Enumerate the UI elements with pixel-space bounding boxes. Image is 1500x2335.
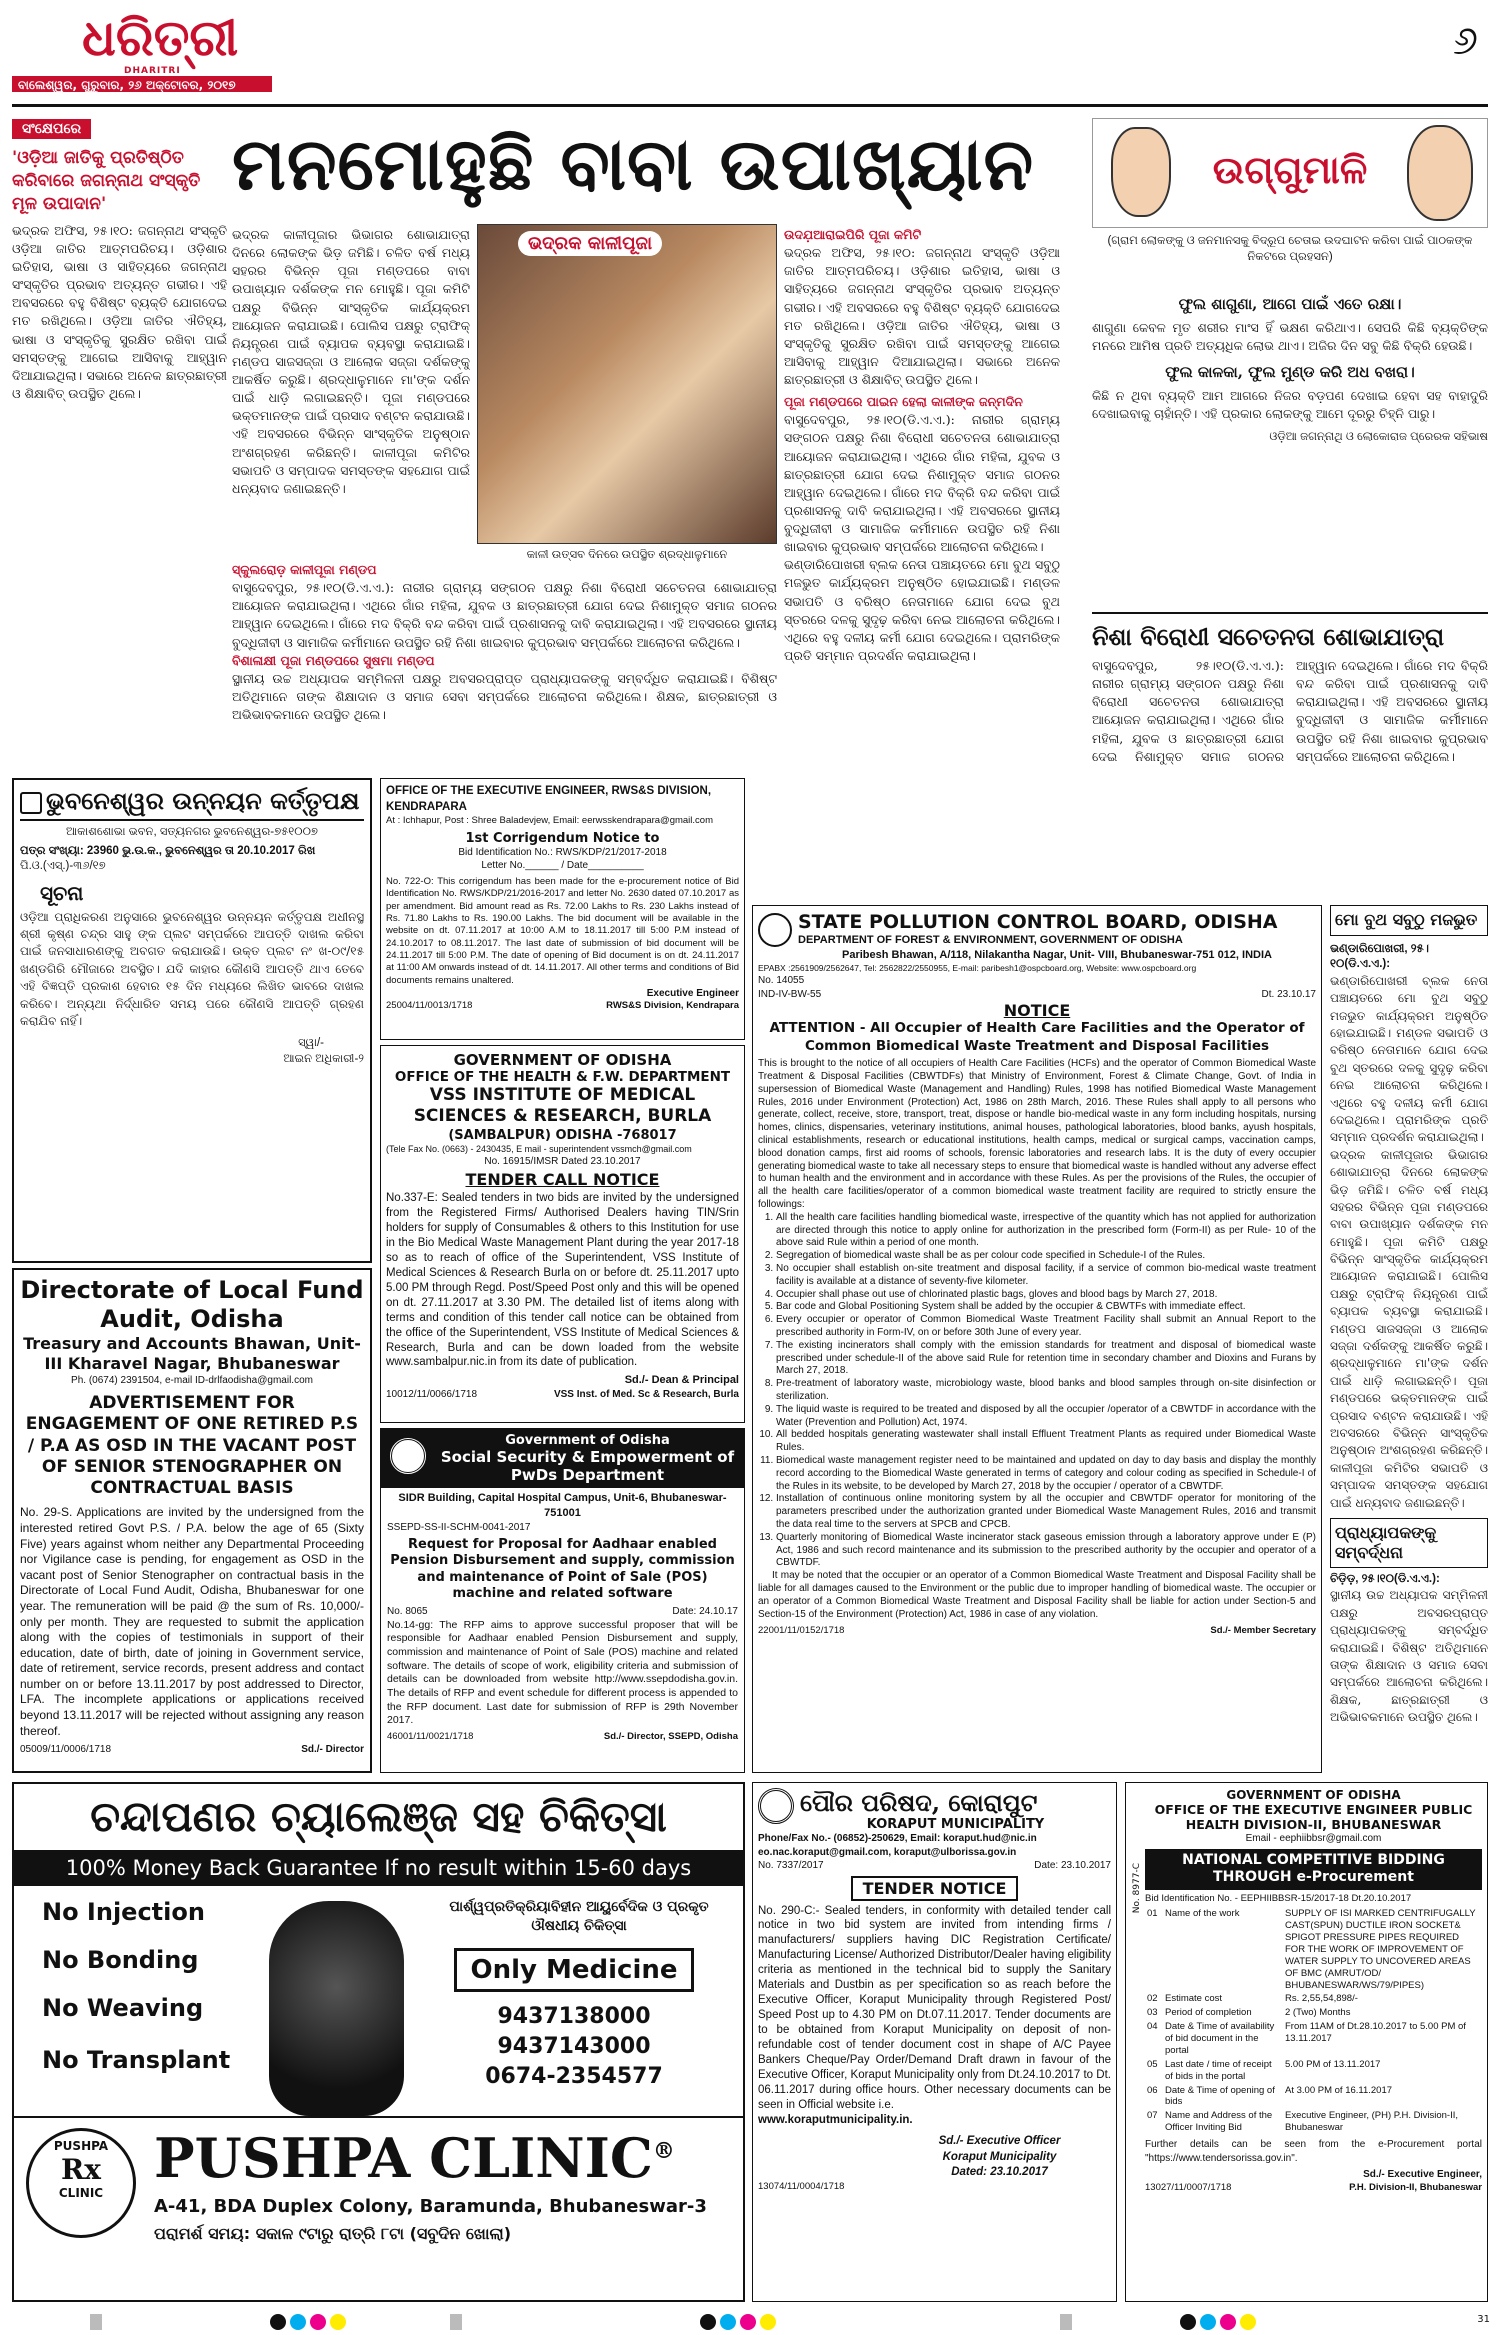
ssepd-code: 46001/11/0021/1718 Sd./- Director, SSEPD, Odisha <box>387 1730 738 1742</box>
phed-notice <box>1125 1782 1488 2302</box>
swatch-m <box>310 2314 326 2330</box>
odisha-emblem-icon <box>389 1437 427 1475</box>
phed-table-cell: 2 (Two) Months <box>1285 2007 1351 2019</box>
ssepd-no: No. 8065 Date: 24.10.17 <box>387 1606 738 1618</box>
spcb-no: No. 14055 <box>758 975 805 987</box>
corner-number: 31 <box>1477 2314 1490 2325</box>
vss-sign: Sd./- Dean & Principal <box>624 1374 739 1387</box>
clinic-logo-top: PUSHPA <box>53 2139 109 2153</box>
swatch-c <box>290 2314 306 2330</box>
vss-place: (SAMBALPUR) ODISHA -768017 <box>448 1127 677 1143</box>
phed-table-cell: Period of completion <box>1165 2007 1252 2019</box>
phed-table-cell: 02 <box>1147 1993 1158 2005</box>
lead-body-col3 <box>784 226 1060 776</box>
lead-body-col1: ଭଦ୍ରକ କାଳୀପୂଜାର ଭିଭାଗର ଶୋଭାଯାତ୍ରା ଦିନରେ ଲୋକଙ୍କ ଭିଡ଼ ଜମିଛି। ଚଳିତ ବର୍ଷ ମଧ୍ୟ ସହରର ବିଭିନ୍ନ ପୂଜା ମଣ୍ଡପରେ ବାବା ଉପାଖ୍ୟାନ ଦର୍ଶକଙ୍କ ମନ ମୋହୁଛି। ପୂଜା କମିଟି ପକ୍ଷରୁ ବିଭିନ୍ନ ସାଂସ୍କୃତିକ କାର୍ଯ୍ୟକ୍ରମ ଆୟୋଜନ କରାଯାଇଛି। ପୋଲିସ ପକ୍ଷରୁ ଟ୍ରାଫିକ୍ ନିୟନ୍ତ୍ରଣ ପାଇଁ ବ୍ୟାପକ ବ୍ୟବସ୍ଥା କରାଯାଇଛି। ମଣ୍ଡପ ସାଜସଜ୍ଜା ଓ ଆଲୋକ ସଜ୍ଜା ଦର୍ଶକଙ୍କୁ ଆକର୍ଷିତ କରୁଛି। ଶ୍ରଦ୍ଧାଳୁମାନେ ମା'ଙ୍କ ଦର୍ଶନ ପାଇଁ ଧାଡ଼ି ଲଗାଇଛନ୍ତି। ପୂଜା ମଣ୍ଡପରେ ଭକ୍ତମାନଙ୍କ ପାଇଁ ପ୍ରସାଦ ବଣ୍ଟନ କରାଯାଉଛି। ଏହି ଅବସରରେ ବିଭିନ୍ନ ସାଂସ୍କୃତିକ ଅନୁଷ୍ଠାନ ଅଂଶଗ୍ରହଣ କରିଛନ୍ତି। କାଳୀପୂଜା କମିଟିର ସଭାପତି ଓ ସମ୍ପାଦକ ସମସ୍ତଙ୍କ ସହଯୋଗ ପାଇଁ ଧନ୍ୟବାଦ ଜଣାଇଛନ୍ତି। <box>232 227 470 496</box>
swatch-m2 <box>740 2314 756 2330</box>
rally-story <box>1092 612 1488 902</box>
spcb-list-item: 8. Pre-treatment of laboratory waste, microbiology waste, blood banks and blood samples through on-site disinfection or sterilization. <box>776 1378 1316 1404</box>
lfa-notice <box>12 1268 372 1773</box>
rwss-notice <box>380 778 745 1040</box>
lead-subhead-1: ସ୍କୁଲରୋଡ଼ କାଳୀପୂଜା ମଣ୍ଡପ <box>232 562 377 577</box>
spcb-list-item: 13. Quarterly monitoring of Biomedical Waste incinerator stack gaseous emission through a laboratory approve under E (P) Act, 1986 and such record maintenance and its submission to the prescribed authority by the occupier and operator of a CBWTDF. <box>776 1532 1316 1570</box>
spcb-dept: DEPARTMENT OF FOREST & ENVIRONMENT, GOVERNMENT OF ODISHA <box>798 934 1183 946</box>
lead-headline: ମନମୋହୁଛି ବାବା ଉପାଖ୍ୟାନ <box>232 121 1035 206</box>
rwss-sub: 1st Corrigendum Notice to <box>465 830 660 846</box>
spcb-logo-icon <box>758 913 792 947</box>
spcb-list-item: 4. Occupier shall phase out use of chlorinated plastic bags, gloves and blood bags by March 27, 2018. <box>776 1289 1316 1302</box>
brief-body: ଭଦ୍ରକ ଅଫିସ, ୨୫।୧୦: ଜଗନ୍ନାଥ ସଂସ୍କୃତି ଓଡ଼ିଆ ଜାତିର ଆତ୍ମପରିଚୟ। ଓଡ଼ିଶାର ଇତିହାସ, ଭାଷା ଓ ସାହିତ୍ୟରେ ଜଗନ୍ନାଥ ସଂସ୍କୃତିର ପ୍ରଭାବ ଅତ୍ୟନ୍ତ ଗଭୀର। ଏହି ଅବସରରେ ବହୁ ବିଶିଷ୍ଟ ବ୍ୟକ୍ତି ଯୋଗଦେଇ ମତ ରଖିଥିଲେ। ଓଡ଼ିଆ ଜାତିର ଐତିହ୍ୟ, ଭାଷା ଓ ସଂସ୍କୃତିକୁ ସୁରକ୍ଷିତ ରଖିବା ପାଇଁ ସମସ୍ତଙ୍କୁ ଆଗେଇ ଆସିବାକୁ ଆହ୍ୱାନ ଦିଆଯାଇଥିଲା। ସଭାରେ ଅନେକ ଛାତ୍ରଛାତ୍ରୀ ଓ ଶିକ୍ଷାବିତ୍ ଉପସ୍ଥିତ ଥିଲେ। <box>12 222 227 401</box>
ssepd-dept: Social Security & Empowerment of PwDs Department <box>440 1448 735 1484</box>
spcb-list-item: 12. Installation of continuous online monitoring system by all the occupier and CBWTDF operator for monitoring of the parameters prescribed under the authorization granted under Biomedical Waste Management Rules, 2016 and transmit the data real time to the servers at SPCB and CPCB. <box>776 1493 1316 1531</box>
cartoon-column <box>1092 118 1488 608</box>
clinic-odia-line: ପାର୍ଶ୍ୱପ୍ରତିକ୍ରିୟାବିହୀନ ଆୟୁର୍ବେଦିକ ଓ ପ୍ରକୃତ ଔଷଧୀୟ ଚିକିତ୍ସା <box>449 1899 709 1934</box>
lfa-title: Directorate of Local Fund Audit, Odisha <box>20 1276 364 1333</box>
spcb-body: This is brought to the notice of all occupiers of Health Care Facilities (HCFs) and the operator of Common Biomedical Waste Treatment & Disposal Facilities (CBWTDFs) that Ministry of Environment, Forest & Climate Change, Govt. of India in supersession of Biomedical Waste (Management and Handling) Rules, 1998 has notified Biomedical Waste Management Rules, 2016 under Environment (Protection) Act, 1986 on 28th March, 2016. These Rules shall apply to all persons who generate, collect, receive, store, transport, treat, dispose or handle bio-medical waste in any form including hospitals, nursing homes, clinics, dispensaries, veterinary institutions, animal houses, pathological laboratories, blood banks, ayush hospitals, clinical establishments, research or educational institutions, health camps, medical or surgical camps, vaccination camps, blood donation camps, first aid rooms of schools, forensic laboratories and research labs. It is the duty of every occupier generating biomedical waste to take all necessary steps to ensure that biomedical waste is handled without any adverse effect to human health and the environment and in accordance with these Rules. As per the provisions of the Rules, the occupier of all the health care facilities/operator of a common biomedical waste treatment facility are required to strictly ensure the followings: <box>758 1058 1316 1211</box>
ssepd-notice <box>380 1428 745 1773</box>
cartoon-sign: ଓଡ଼ିଆ ଜଗନ୍ନାଥି ଓ ଲୋକୋରାଜ ପ୍ରେରକ ସହିଭାଷ <box>1269 430 1488 443</box>
phed-table-row <box>1145 2084 1482 2110</box>
spcb-list <box>758 1212 1316 1570</box>
clinic-name-text: PUSHPA CLINIC <box>154 2126 653 2190</box>
clinic-address: A-41, BDA Duplex Colony, Baramunda, Bhubaneswar-3 <box>154 2196 707 2217</box>
spcb-notice <box>752 905 1322 1773</box>
koraput-signoff: Koraput Municipality <box>942 2150 1057 2163</box>
koraput-web[interactable]: www.koraputmunicipality.in. <box>758 2113 913 2126</box>
lead-photo-label: ଭଦ୍ରକ କାଳୀପୂଜା <box>518 231 662 256</box>
newspaper-logo: ଧରିତ୍ରୀ <box>82 8 239 67</box>
lead-body-col2b <box>232 561 777 776</box>
vss-inst: VSS INSTITUTE OF MEDICAL SCIENCES & RESEARCH, BURLA <box>413 1085 712 1127</box>
phed-head: NATIONAL COMPETITIVE BIDDING THROUGH e-Procurement <box>1145 1849 1482 1890</box>
phed-email: Email - eephiibbsr@gmail.com <box>1245 1833 1382 1844</box>
bda-address: ଆକାଶଶୋଭା ଭବନ, ସତ୍ୟନଗର ଭୁବନେଶ୍ୱର-୭୫୧୦୦୭ <box>66 826 318 838</box>
ssepd-gov: Government of Odisha <box>505 1433 670 1448</box>
cartoon-h1: ଫୁଲ ଶାଗୁଣା, ଆଗେ ପାଇଁ ଏତେ ରକ୍ଷା। <box>1178 295 1402 314</box>
phed-table-cell: 05 <box>1147 2058 1158 2070</box>
rwss-code: 25004/11/0013/1718 RWS&S Division, Kendrapara <box>386 1000 739 1012</box>
koraput-sub: KORAPUT MUNICIPALITY <box>866 1817 1045 1832</box>
phed-table-cell: 03 <box>1147 2007 1158 2019</box>
page-number: ୬ <box>1452 18 1478 64</box>
phed-bidid: Bid Identification No. - EEPHIIBBSR-15/2017-18 Dt.20.10.2017 <box>1145 1892 1412 1904</box>
lead-body-col3-text2: ବାସୁଦେବପୁର, ୨୫।୧୦(ଡି.ଏ.ଏ.): ନାରୀର ଗ୍ରାମ୍ୟ ସଙ୍ଗଠନ ପକ୍ଷରୁ ନିଶା ବିରୋଧୀ ସଚେତନତା ଶୋଭାଯାତ୍ରା ଆୟୋଜନ କରାଯାଇଥିଲା। ଏଥିରେ ଗାଁର ମହିଳା, ଯୁବକ ଓ ଛାତ୍ରଛାତ୍ରୀ ଯୋଗ ଦେଇ ନିଶାମୁକ୍ତ ସମାଜ ଗଠନର ଆହ୍ୱାନ ଦେଇଥିଲେ। ଗାଁରେ ମଦ ବିକ୍ରି ବନ୍ଦ କରିବା ପାଇଁ ପ୍ରଶାସନକୁ ଦାବି କରାଯାଇଥିଲା। ଏହି ଅବସରରେ ସ୍ଥାନୀୟ ବୁଦ୍ଧିଜୀବୀ ଓ ସାମାଜିକ କର୍ମୀମାନେ ଉପସ୍ଥିତ ରହି ନିଶା ଖାଇବାର କୁପ୍ରଭାବ ସମ୍ପର୍କରେ ଆଲୋଚନା କରିଥିଲେ। <box>784 412 1060 555</box>
swatch-y <box>330 2314 346 2330</box>
phed-table-cell: 04 <box>1147 2021 1158 2033</box>
swatch-y3 <box>1240 2314 1256 2330</box>
cartoon-title: ଉଗ୍‌ଗୁମାଳି <box>1212 147 1368 192</box>
clinic-name <box>154 2126 675 2190</box>
clinic-no-weaving: No Weaving <box>42 1994 204 2022</box>
clinic-headline: ଚନ୍ଦାପଣର ଚ୍ୟାଲେଞ୍ଜ ସହ ଚିକିତ୍ସା <box>90 1792 667 1841</box>
swatch-k <box>270 2314 286 2330</box>
ssepd-body: No.14-gg: The RFP aims to approve successful proposer that will be responsible for Aadhaar enabled Pension Disbursement and supply, commission and maintenance of Point of Sale (POS) machine and related software. The details of scope of work, eligibility criteria and submission of details can be downloaded from website http://www.ssepdodisha.gov.in. The details of RFP and event schedule for different process is appended to the RFP document. Last date for submission of RFP is 29th November 2017. <box>387 1618 738 1727</box>
phed-table <box>1145 1907 1482 2135</box>
spcb-contact: EPABX :2561909/2562647, Tel: 2562822/2550955, E-mail: paribesh1@ospcboard.org, Website: www.ospcboard.org <box>758 962 1197 973</box>
koraput-notice <box>752 1782 1117 2302</box>
phed-table-cell: Executive Engineer, (PH) P.H. Division-II, Bhubaneswar <box>1285 2110 1459 2134</box>
phed-table-row <box>1145 2109 1482 2135</box>
brief-column <box>12 118 227 763</box>
bald-head-illustration <box>269 1901 404 2116</box>
clinic-phone-3[interactable]: 0674-2354577 <box>485 2064 663 2089</box>
print-registration-strip <box>0 2310 1500 2335</box>
bda-notice-title: ସୂଚନା <box>40 880 84 905</box>
swatch-m3 <box>1220 2314 1236 2330</box>
bda-sign: ସ୍ୱା/- <box>298 1037 324 1050</box>
koraput-phone: Phone/Fax No.- (06852)-250629, Email: koraput.hud@nic.in <box>758 1833 1037 1844</box>
koraput-sign: Sd./- Executive Officer <box>938 2135 1061 2148</box>
phed-table-cell: SUPPLY OF ISI MARKED CENTRIFUGALLY CAST(SPUN) DUCTILE IRON SOCKET& SPIGOT PRESSURE PIPES REQUIRED FOR THE WORK OF IMPROVEMENT OF WATER SUPPLY TO UNCOVERED AREAS OF BMC (AMRUT/OD/ BHUBANESWAR/WS/79/PIPES) <box>1285 1908 1476 1991</box>
felicit-body-more: ଭଦ୍ରକ କାଳୀପୂଜାର ଭିଭାଗର ଶୋଭାଯାତ୍ରା ଦିନରେ ଲୋକଙ୍କ ଭିଡ଼ ଜମିଛି। ଚଳିତ ବର୍ଷ ମଧ୍ୟ ସହରର ବିଭିନ୍ନ ପୂଜା ମଣ୍ଡପରେ ବାବା ଉପାଖ୍ୟାନ ଦର୍ଶକଙ୍କ ମନ ମୋହୁଛି। ପୂଜା କମିଟି ପକ୍ଷରୁ ବିଭିନ୍ନ ସାଂସ୍କୃତିକ କାର୍ଯ୍ୟକ୍ରମ ଆୟୋଜନ କରାଯାଇଛି। ପୋଲିସ ପକ୍ଷରୁ ଟ୍ରାଫିକ୍ ନିୟନ୍ତ୍ରଣ ପାଇଁ ବ୍ୟାପକ ବ୍ୟବସ୍ଥା କରାଯାଇଛି। ମଣ୍ଡପ ସାଜସଜ୍ଜା ଓ ଆଲୋକ ସଜ୍ଜା ଦର୍ଶକଙ୍କୁ ଆକର୍ଷିତ କରୁଛି। ଶ୍ରଦ୍ଧାଳୁମାନେ ମା'ଙ୍କ ଦର୍ଶନ ପାଇଁ ଧାଡ଼ି ଲଗାଇଛନ୍ତି। ପୂଜା ମଣ୍ଡପରେ ଭକ୍ତମାନଙ୍କ ପାଇଁ ପ୍ରସାଦ ବଣ୍ଟନ କରାଯାଉଛି। ଏହି ଅବସରରେ ବିଭିନ୍ନ ସାଂସ୍କୃତିକ ଅନୁଷ୍ଠାନ ଅଂଶଗ୍ରହଣ କରିଛନ୍ତି। କାଳୀପୂଜା କମିଟିର ସଭାପତି ଓ ସମ୍ପାଦକ ସମସ୍ତଙ୍କ ସହଯୋଗ ପାଇଁ ଧନ୍ୟବାଦ ଜଣାଇଛନ୍ତି। <box>1330 1147 1488 1510</box>
phed-table-cell: Date & Time of opening of bids <box>1165 2084 1275 2108</box>
lead-body-col3-text3: ଭଣ୍ଡାରିପୋଖରୀ ବ୍ଲକ ନେତା ପଞ୍ଚାୟତରେ ମୋ ବୁଥ ସବୁଠୁ ମଜଭୁତ କାର୍ଯ୍ୟକ୍ରମ ଅନୁଷ୍ଠିତ ହୋଇଯାଇଛି। ମଣ୍ଡଳ ସଭାପତି ଓ ବରିଷ୍ଠ ନେତାମାନେ ଯୋଗ ଦେଇ ବୁଥ ସ୍ତରରେ ଦଳକୁ ସୁଦୃଢ଼ କରିବା ନେଇ ଆଲୋଚନା କରିଥିଲେ। ଏଥିରେ ବହୁ ଦଳୀୟ କର୍ମୀ ଯୋଗ ଦେଇଥିଲେ। ପ୍ରାମରିଙ୍କ ପ୍ରତି ସମ୍ମାନ ପ୍ରଦର୍ଶନ କରାଯାଇଥିଲା। <box>784 557 1060 663</box>
vss-contact: (Tele Fax No. (0663) - 2430435, E mail - superintendent vssmch@gmail.com <box>386 1143 692 1154</box>
bda-title <box>20 786 364 821</box>
spcb-tail: It may be noted that the occupier or an operator of a Common Biomedical Waste Treatment and Disposal Facility shall be liable for all damages caused to the Environment or the public due to improper handling of biomedical waste. The occupier or an operator of a Common Biomedical Waste Treatment and Disposal Facility shall be liable for action under Section-5 and Section-15 of the Environment (Protection) Act, 1986 in case of any violation. <box>758 1570 1316 1620</box>
phed-table-row <box>1145 2058 1482 2084</box>
koraput-notice-label: TENDER NOTICE <box>851 1876 1019 1901</box>
phed-table-cell: From 11AM of Dt.28.10.2017 to 5.00 PM of 13.11.2017 <box>1285 2021 1466 2045</box>
clinic-logo-mid: Rx <box>61 2153 101 2186</box>
swatch-c3 <box>1200 2314 1216 2330</box>
vss-memo: No. 16915/IMSR Dated 23.10.2017 <box>484 1155 641 1167</box>
cartoon-p1: ଶାଗୁଣା କେବଳ ମୃତ ଶରୀର ମାଂସ ହିଁ ଭକ୍ଷଣ କରିଥାଏ। ସେପରି କିଛି ବ୍ୟକ୍ତିଙ୍କ ମନରେ ଆମିଷ ପ୍ରତି ଅତ୍ୟଧିକ ଲୋଭ ଥାଏ। ଅଜିର ଦିନ ସବୁ କିଛି ବିକ୍ରି ହେଉଛି। <box>1092 320 1488 354</box>
lfa-contact: Ph. (0674) 2391504, e-mail ID-drlfaodisha@gmail.com <box>71 1374 313 1386</box>
dateline-bar: ବାଲେଶ୍ୱର, ଗୁରୁବାର, ୨୬ ଅକ୍ଟୋବର, ୨୦୧୭ <box>12 76 272 92</box>
rwss-letter: Letter No.______ / Date__________ <box>481 860 644 872</box>
koraput-no: No. 7337/2017 Date: 23.10.2017 <box>758 1860 1111 1871</box>
koraput-emails: eo.nac.koraput@gmail.com, koraput@ulborissa.gov.in <box>758 1846 1017 1858</box>
cartoon-face2-icon <box>1407 125 1473 221</box>
koraput-body: No. 290-C:- Sealed tenders, in conformity with detailed tender call notice in two bid system are invited from intending firms / manufacturers/ suppliers having DIC Registration Certificate/ Manufacturing License/ Authorized Distributor/Dealer having eligibility criteria as mentioned in the technical bid to supply the Sanitary Materials and Dustbin as per specification so as reach before the Executive Officer, Koraput Municipality through Registered Post/ Speed Post up to 4.30 PM on Dt.07.11.2017. Tender documents are to be obtained from Koraput Municipality on deposit of non-refundable cost of tender document cost in shape of A/C Payee Bankers Cheque/Pay Order/Demand Draft drawn in favour of the Executive Officer, Koraput Municipality only from Dt.24.10.2017 to Dt. 06.11.2017 during office hours. Other necessary documents can be seen in Official website i.e. <box>758 1904 1111 2111</box>
reg-mark-1 <box>90 2314 102 2330</box>
lead-subhead-4: ପୂଜା ମଣ୍ଡପରେ ପାଇନ ହେଲା କାଳୀଙ୍କ ଜନ୍ମଦିନ <box>784 394 1023 410</box>
felicit-body: ଭଣ୍ଡାରିପୋଖରୀ ବ୍ଲକ ନେତା ପଞ୍ଚାୟତରେ ମୋ ବୁଥ ସବୁଠୁ ମଜଭୁତ କାର୍ଯ୍ୟକ୍ରମ ଅନୁଷ୍ଠିତ ହୋଇଯାଇଛି। ମଣ୍ଡଳ ସଭାପତି ଓ ବରିଷ୍ଠ ନେତାମାନେ ଯୋଗ ଦେଇ ବୁଥ ସ୍ତରରେ ଦଳକୁ ସୁଦୃଢ଼ କରିବା ନେଇ ଆଲୋଚନା କରିଥିଲେ। ଏଥିରେ ବହୁ ଦଳୀୟ କର୍ମୀ ଯୋଗ ଦେଇଥିଲେ। ପ୍ରାମରିଙ୍କ ପ୍ରତି ସମ୍ମାନ ପ୍ରଦର୍ଶନ କରାଯାଇଥିଲା। <box>1330 973 1488 1145</box>
spcb-head: ATTENTION - All Occupier of Health Care Facilities and the Operator of Common Biomedical Waste Treatment and Disposal Facilities <box>769 1020 1305 1054</box>
right-column-stories <box>1330 905 1488 1773</box>
rwss-bid: Bid Identification No.: RWS/KDP/21/2017-2018 <box>458 846 667 858</box>
ssepd-head: Request for Proposal for Aadhaar enabled Pension Disbursement and supply, commission and maintenance of Point of Sale (POS) machine and related software <box>390 1537 735 1601</box>
spcb-ind: IND-IV-BW-55 Dt. 23.10.17 <box>758 988 1316 1000</box>
cartoon-face-icon <box>1111 127 1171 217</box>
bda-signer: ଆଇନ ଅଧିକାରୀ-୨ <box>283 1052 364 1065</box>
masthead-rule <box>12 104 1488 107</box>
lfa-adhead: ADVERTISEMENT FOR ENGAGEMENT OF ONE RETIRED P.S / P.A AS OSD IN THE VACANT POST OF SENIOR STENOGRAPHER ON CONTRACTUAL BASIS <box>25 1393 359 1499</box>
phed-table-cell: Estimate cost <box>1165 1993 1223 2005</box>
spcb-list-item: 9. The liquid waste is required to be treated and disposed by all the occupier /operator of a CBWTDF in accordance with the Water (Prevention and Pollution) Act, 1974. <box>776 1404 1316 1430</box>
swatch-k2 <box>700 2314 716 2330</box>
felicit-dateline: ଭଣ୍ଡାରିପୋଖରୀ, ୨୫।୧୦(ଡି.ଏ.ଏ.): <box>1330 942 1429 971</box>
clinic-reg: ® <box>652 2138 675 2164</box>
bda-logo-icon <box>20 792 42 814</box>
clinic-phone-1[interactable]: 9437138000 <box>497 2004 651 2029</box>
vss-code: 10012/11/0066/1718 VSS Inst. of Med. Sc & Research, Burla <box>386 1389 739 1401</box>
phed-table-cell: 01 <box>1147 1908 1158 1920</box>
lead-body-col2-text: ବାସୁଦେବପୁର, ୨୫।୧୦(ଡି.ଏ.ଏ.): ନାରୀର ଗ୍ରାମ୍ୟ ସଙ୍ଗଠନ ପକ୍ଷରୁ ନିଶା ବିରୋଧୀ ସଚେତନତା ଶୋଭାଯାତ୍ରା ଆୟୋଜନ କରାଯାଇଥିଲା। ଏଥିରେ ଗାଁର ମହିଳା, ଯୁବକ ଓ ଛାତ୍ରଛାତ୍ରୀ ଯୋଗ ଦେଇ ନିଶାମୁକ୍ତ ସମାଜ ଗଠନର ଆହ୍ୱାନ ଦେଇଥିଲେ। ଗାଁରେ ମଦ ବିକ୍ରି ବନ୍ଦ କରିବା ପାଇଁ ପ୍ରଶାସନକୁ ଦାବି କରାଯାଇଥିଲା। ଏହି ଅବସରରେ ସ୍ଥାନୀୟ ବୁଦ୍ଧିଜୀବୀ ଓ ସାମାଜିକ କର୍ମୀମାନେ ଉପସ୍ଥିତ ରହି ନିଶା ଖାଇବାର କୁପ୍ରଭାବ ସମ୍ପର୍କରେ ଆଲୋଚନା କରିଥିଲେ। <box>232 580 777 650</box>
felicit-h2: ପ୍ରାଧ୍ୟାପକଙ୍କୁ ସମ୍ବର୍ଦ୍ଧନା <box>1330 1518 1488 1568</box>
rwss-body: No. 722-O: This corrigendum has been made for the e-procurement notice of Bid Identification No. RWS/KDP/21/2016-2017 and letter No. 2630 dated 07.10.2017 as per amendment. Bid amount read as Rs. 72.00 Lakhs to Rs. 230 Lakhs instead of Rs. 71.80 Lakhs to Rs. 190.00 Lakhs. The bid document will be available in the website on dt. 07.11.2017 at 10:00 A.M to 18.11.2017 till 5:00 P.M instead of 24.10.2017 to 08.11.2017. The last date of submission of bid document will be 24.11.2017 till 5:00 P.M. The date of opening of Bid document is on dt. 24.11.2017 at 11:00 AM onwards instead of dt. 14.11.2017. All other terms and conditions of Bid documents remains unaltered. <box>386 875 739 986</box>
phed-table-cell: Name of the work <box>1165 1908 1240 1920</box>
spcb-code: 22001/11/0152/1718 Sd./- Member Secretary <box>758 1625 1316 1637</box>
swatch-y2 <box>760 2314 776 2330</box>
phed-table-cell: 5.00 PM of 13.11.2017 <box>1285 2058 1381 2070</box>
phed-office: OFFICE OF THE EXECUTIVE ENGINEER PUBLIC HEALTH DIVISION-II, BHUBANESWAR <box>1154 1802 1473 1832</box>
lead-body-col3-text: ଭଦ୍ରକ ଅଫିସ, ୨୫।୧୦: ଜଗନ୍ନାଥ ସଂସ୍କୃତି ଓଡ଼ିଆ ଜାତିର ଆତ୍ମପରିଚୟ। ଓଡ଼ିଶାର ଇତିହାସ, ଭାଷା ଓ ସାହିତ୍ୟରେ ଜଗନ୍ନାଥ ସଂସ୍କୃତିର ପ୍ରଭାବ ଅତ୍ୟନ୍ତ ଗଭୀର। ଏହି ଅବସରରେ ବହୁ ବିଶିଷ୍ଟ ବ୍ୟକ୍ତି ଯୋଗଦେଇ ମତ ରଖିଥିଲେ। ଓଡ଼ିଆ ଜାତିର ଐତିହ୍ୟ, ଭାଷା ଓ ସଂସ୍କୃତିକୁ ସୁରକ୍ଷିତ ରଖିବା ପାଇଁ ସମସ୍ତଙ୍କୁ ଆଗେଇ ଆସିବାକୁ ଆହ୍ୱାନ ଦିଆଯାଇଥିଲା। ସଭାରେ ଅନେକ ଛାତ୍ରଛାତ୍ରୀ ଓ ଶିକ୍ଷାବିତ୍ ଉପସ୍ଥିତ ଥିଲେ। <box>784 245 1060 387</box>
clinic-ad <box>12 1782 745 2302</box>
felicit-body2: ସ୍ଥାନୀୟ ଉଚ୍ଚ ଅଧ୍ୟାପକ ସମ୍ମିଳନୀ ପକ୍ଷରୁ ଅବସରପ୍ରାପ୍ତ ପ୍ରାଧ୍ୟାପକଙ୍କୁ ସମ୍ବର୍ଦ୍ଧିତ କରାଯାଇଛି। ବିଶିଷ୍ଟ ଅତିଥିମାନେ ତାଙ୍କ ଶିକ୍ଷାଦାନ ଓ ସମାଜ ସେବା ସମ୍ପର୍କରେ ଆଲୋଚନା କରିଥିଲେ। ଶିକ୍ଷକ, ଛାତ୍ରଛାତ୍ରୀ ଓ ଅଭିଭାବକମାନେ ଉପସ୍ଥିତ ଥିଲେ। <box>1330 1588 1488 1725</box>
masthead <box>12 8 1488 92</box>
lfa-code: 05009/11/0006/1718 Sd./- Director <box>20 1744 364 1756</box>
rwss-sign: Executive Engineer <box>646 987 739 999</box>
rwss-addr: At : Ichhapur, Post : Shree Baladevjew, Email: eerwsskendrapara@gmail.com <box>386 815 713 827</box>
spcb-notice-title: NOTICE <box>1003 1001 1071 1021</box>
felicit-headline: ମୋ ବୁଥ ସବୁଠୁ ମଜଭୁତ <box>1330 905 1488 936</box>
koraput-signdate: Dated: 23.10.2017 <box>951 2166 1048 2179</box>
vss-dept: OFFICE OF THE HEALTH & F.W. DEPARTMENT <box>394 1069 731 1085</box>
phed-table-row <box>1145 1992 1482 2006</box>
phed-table-cell: Rs. 2,55,54,898/- <box>1285 1993 1358 2005</box>
swatch-k3 <box>1180 2314 1196 2330</box>
phed-table-cell: Name and Address of the Officer Inviting Bid <box>1165 2110 1273 2134</box>
brief-tag: ସଂକ୍ଷେପରେ <box>12 119 91 139</box>
rwss-title: OFFICE OF THE EXECUTIVE ENGINEER, RWS&S DIVISION, KENDRAPARA <box>386 785 712 813</box>
koraput-title: ପୌର ପରିଷଦ, କୋରାପୁଟ <box>800 1788 1038 1817</box>
vss-notice-title: TENDER CALL NOTICE <box>465 1170 660 1190</box>
spcb-list-item: 10. All bedded hospitals generating wastewater shall install Effluent Treatment Plants as required under Biomedical Waste Rules. <box>776 1429 1316 1455</box>
spcb-list-item: 2. Segregation of biomedical waste shall be as per colour code specified in Schedule-I of the Rules. <box>776 1250 1316 1263</box>
rally-headline: ନିଶା ବିରୋଧୀ ସଚେତନତା ଶୋଭାଯାତ୍ରା <box>1092 622 1445 651</box>
phed-table-row <box>1145 2020 1482 2058</box>
lead-body-col2-text2: ସ୍ଥାନୀୟ ଉଚ୍ଚ ଅଧ୍ୟାପକ ସମ୍ମିଳନୀ ପକ୍ଷରୁ ଅବସରପ୍ରାପ୍ତ ପ୍ରାଧ୍ୟାପକଙ୍କୁ ସମ୍ବର୍ଦ୍ଧିତ କରାଯାଇଛି। ବିଶିଷ୍ଟ ଅତିଥିମାନେ ତାଙ୍କ ଶିକ୍ଷାଦାନ ଓ ସମାଜ ସେବା ସମ୍ପର୍କରେ ଆଲୋଚନା କରିଥିଲେ। ଶିକ୍ଷକ, ଛାତ୍ରଛାତ୍ରୀ ଓ ଅଭିଭାବକମାନେ ଉପସ୍ଥିତ ଥିଲେ। <box>232 670 777 722</box>
phed-table-cell: Last date / time of receipt of bids in the portal <box>1165 2058 1272 2082</box>
clinic-logo <box>26 2128 136 2238</box>
phed-sign: Sd./- Executive Engineer, <box>1363 2169 1482 2181</box>
phed-table-row <box>1145 2006 1482 2020</box>
clinic-no-bonding: No Bonding <box>42 1946 199 1974</box>
phed-table-cell: Date & Time of availability of bid document in the portal <box>1165 2021 1275 2056</box>
bda-body: ଓଡ଼ିଆ ପ୍ରାଧିକରଣ ଅନୁସାରେ ଭୁବନେଶ୍ୱର ଉନ୍ନୟନ କର୍ତ୍ତୃପକ୍ଷ ଅଧୀନସ୍ଥ ଶ୍ରୀ କୃଷ୍ଣ ଚନ୍ଦ୍ର ସାହୁ ଙ୍କ ପ୍ଲଟ ସମ୍ପର୍କରେ ଆପତ୍ତି ଦାଖଲ କରିବା ପାଇଁ ଜନସାଧାରଣଙ୍କୁ ଅବଗତ କରାଯାଉଛି। ଉକ୍ତ ପ୍ଲଟ ନଂ ଖ-୦୯/୧୫ ଖଣ୍ଡଗିରି ମୌଜାରେ ଅବସ୍ଥିତ। ଯଦି କାହାର କୌଣସି ଆପତ୍ତି ଥାଏ ତେବେ ଏହି ବିଜ୍ଞପ୍ତି ପ୍ରକାଶ ହେବାର ୧୫ ଦିନ ମଧ୍ୟରେ ଲିଖିତ ଭାବରେ ଦାଖଲ କରିବେ। ଅନ୍ୟଥା ନିର୍ଦ୍ଧାରିତ ସମୟ ପରେ କୌଣସି ଆପତ୍ତି ଗ୍ରହଣ କରାଯିବ ନାହିଁ। <box>20 909 364 1028</box>
lead-subhead-2: ବିଶାଳାକ୍ଷୀ ପୂଜା ମଣ୍ଡପରେ ସୁଷମା ମଣ୍ଡପ <box>232 652 435 668</box>
phed-gov: GOVERNMENT OF ODISHA <box>1226 1788 1401 1802</box>
rally-body: ବାସୁଦେବପୁର, ୨୫।୧୦(ଡି.ଏ.ଏ.): ନାରୀର ଗ୍ରାମ୍ୟ ସଙ୍ଗଠନ ପକ୍ଷରୁ ନିଶା ବିରୋଧୀ ସଚେତନତା ଶୋଭାଯାତ୍ରା ଆୟୋଜନ କରାଯାଇଥିଲା। ଏଥିରେ ଗାଁର ମହିଳା, ଯୁବକ ଓ ଛାତ୍ରଛାତ୍ରୀ ଯୋଗ ଦେଇ ନିଶାମୁକ୍ତ ସମାଜ ଗଠନର ଆହ୍ୱାନ ଦେଇଥିଲେ। ଗାଁରେ ମଦ ବିକ୍ରି ବନ୍ଦ କରିବା ପାଇଁ ପ୍ରଶାସନକୁ ଦାବି କରାଯାଇଥିଲା। ଏହି ଅବସରରେ ସ୍ଥାନୀୟ ବୁଦ୍ଧିଜୀବୀ ଓ ସାମାଜିକ କର୍ମୀମାନେ ଉପସ୍ଥିତ ରହି ନିଶା ଖାଇବାର କୁପ୍ରଭାବ ସମ୍ପର୍କରେ ଆଲୋଚନା କରିଥିଲେ। <box>1092 658 1488 764</box>
reg-mark-2 <box>450 2314 462 2330</box>
lfa-body: No. 29-S. Applications are invited by the undersigned from the interested retired Govt P.S. / P.A. below the age of 65 (Sixty Five) years against whom neither any Departmental Proceeding nor Vigilance case is pending, for engagement as OSD in the vacant post of Senior Stenographer on contractual basis in the Directorate of Local Fund Audit, Odisha, Bhubaneswar for one year. The remuneration will be paid @ the sum of Rs. 10,000/- only per month. They are requested to submit the application along with the copies of testimonials in support of their education, date of birth, date of joining in Government service, date of retirement, service records, present address and contact number on or before 13.11.2017 by post addressed to Director, LFA. The incomplete applications or applications received beyond 13.11.2017 will be rejected without assigning any reason thereof. <box>20 1505 364 1738</box>
swatch-c2 <box>720 2314 736 2330</box>
ssepd-addr: SIDR Building, Capital Hospital Campus, Unit-6, Bhubaneswar-751001 <box>398 1492 727 1519</box>
koraput-notice-title <box>758 1876 1111 1901</box>
koraput-code: 13074/11/0004/1718 <box>758 2180 845 2192</box>
phed-table-row <box>1145 1907 1482 1992</box>
spcb-list-item: 5. Bar code and Global Positioning System shall be added by the occupier & CBWTFs with immediate effect. <box>776 1301 1316 1314</box>
spcb-list-item: 11. Biomedical waste management register need to be maintained and updated on day to day basis and display the monthly record according to the Biomedical Waste generated in terms of category and colour coding as specified in Schedule-I of the Rules in its website, to be developed by March 27, 2018 by the occupier / operator of a CBWTDF. <box>776 1455 1316 1493</box>
clinic-no-injection: No Injection <box>42 1898 205 1926</box>
vss-gov: GOVERNMENT OF ODISHA <box>453 1051 672 1069</box>
bda-letter: ପତ୍ର ସଂଖ୍ୟା: 23960 ଭୁ.ଉ.କ., ଭୁବନେଶ୍ୱର ତା 20.10.2017 ରିଖ <box>20 844 316 857</box>
vss-body: No.337-E: Sealed tenders in two bids are invited by the undersigned from the Registered Firms/ Authorised Dealers having TIN/Srin holders for supply of Consumables & others to this Institution for use in the Bio Medical Waste Management Plant during the year 2017-18 so as to reach of office of the Superintendent, VSS Institute of Medical Sciences & Research Burla on or before dt. 25.11.2017 upto 5.00 PM through Regd. Post/Speed Post only and this will be opened on dt. 27.11.2017 at 3.30 PM. The detailed list of items along with terms and condition of this tender call notice can be obtained from the office of the Superintendent, VSS Institute of Medical Sciences & Research, Burla and can be down loaded from the website www.sambalpur.nic.in from its date of publication. <box>386 1192 739 1369</box>
lead-story <box>232 116 1062 776</box>
felicit-dateline2: ଚିଡ଼ିଡ଼, ୨୫।୧୦(ଡି.ଏ.ଏ.): <box>1330 1572 1440 1585</box>
phed-table-cell: At 3.00 PM of 16.11.2017 <box>1285 2084 1393 2096</box>
clinic-phone-2[interactable]: 9437143000 <box>497 2034 651 2059</box>
clinic-no-transplant: No Transplant <box>42 2046 231 2074</box>
spcb-list-item: 1. All the health care facilities handling biomedical waste, irrespective of the quantity which has not applied for authorization are directed through this notice to apply online for authorization in the prescribed form (Form-II) as per Rule- 10 of the above said Rule within a period of one month. <box>776 1212 1316 1250</box>
bda-notice <box>12 778 372 1263</box>
spcb-list-item: 7. The existing incinerators shall comply with the emission standards for treatment and disposal of biomedical waste prescribed under schedule-II of the above said Rule for retention time in secondary chamber and Dioxins and Furans by March 27, 2018. <box>776 1340 1316 1378</box>
lead-photo-caption: କାଳୀ ଉତ୍ସବ ଦିନରେ ଉପସ୍ଥିତ ଶ୍ରଦ୍ଧାଳୁମାନେ <box>526 549 728 561</box>
cartoon-intro: (ଗ୍ରାମ ଲୋକଙ୍କୁ ଓ ଜନମାନସକୁ ବିଦ୍ରୂପ ଚେତାଇ ଉଦଘାଟନ କରିବା ପାଇଁ ପାଠକଙ୍କ ନିକଟରେ ପ୍ରହସନ) <box>1107 235 1473 263</box>
newspaper-logo-sub: DHARITRI <box>124 66 181 76</box>
lead-photo <box>477 224 777 544</box>
spcb-list-item: 6. Every occupier or operator of Common Biomedical Waste Treatment Facility shall submit an Annual Report to the prescribed authority in Form-IV, on or before 30th June of every year. <box>776 1314 1316 1340</box>
phed-table-cell: 07 <box>1147 2110 1158 2122</box>
brief-headline: 'ଓଡ଼ିଆ ଜାତିକୁ ପ୍ରତିଷ୍ଠିତ କରିବାରେ ଜଗନ୍ନାଥ ସଂସ୍କୃତି ମୂଳ ଉପାଦାନ' <box>12 148 201 214</box>
phed-tail: Further details can be seen from the e-Procurement portal "https://www.tendersorissa.gov.in". <box>1145 2139 1482 2164</box>
clinic-only-medicine: Only Medicine <box>454 1948 694 1992</box>
ssepd-header <box>381 1429 744 1488</box>
lfa-addr: Treasury and Accounts Bhawan, Unit-III Kharavel Nagar, Bhubaneswar <box>23 1333 361 1373</box>
clinic-logo-bot: CLINIC <box>58 2186 104 2200</box>
lead-subhead-3: ଉଦଯ଼ଆରାଇପିରି ପୂଜା କମିଟି <box>784 227 922 242</box>
odisha-emblem-icon <box>758 1788 794 1824</box>
bda-title-text: ଭୁବନେଶ୍ୱର ଉନ୍ନୟନ କର୍ତ୍ତୃପକ୍ଷ <box>46 786 360 815</box>
phed-code: 13027/11/0007/1718 P.H. Division-II, Bhubaneswar <box>1145 2181 1482 2193</box>
spcb-list-item: 3. No occupier shall establish on-site treatment and disposal facility, if a service of common bio-medical waste treatment facility is available at a distance of seventy-five kilometer. <box>776 1263 1316 1289</box>
vss-notice <box>380 1045 745 1423</box>
clinic-time: ପରାମର୍ଶ ସମୟ: ସକାଳ ୯ଟାରୁ ରାତ୍ରି ୮ଟା (ସବୁଦିନ ଖୋଲା) <box>154 2224 512 2243</box>
clinic-guarantee: 100% Money Back Guarantee If no result within 15-60 days <box>14 1850 743 1886</box>
spcb-title: STATE POLLUTION CONTROL BOARD, ODISHA <box>798 911 1278 933</box>
cartoon-h2: ଫୁଲ କାଳକା, ଫୁଲ ମୁଣ୍ଡ କରି ଅଧ ବଖରା। <box>1165 363 1415 382</box>
ssepd-ref: SSEPD-SS-II-SCHM-0041-2017 <box>387 1521 531 1533</box>
reg-mark-3 <box>1060 2314 1072 2330</box>
cartoon-p2: କିଛି ନ ଥିବା ବ୍ୟକ୍ତି ଆମ ଆଗରେ ନିଜର ବଡ଼ପଣ ଦେଖାଇ ହେବା ସହ ବାହାଦୁରି ଦେଖାଇବାକୁ ଚାହାଁନ୍ତି। ଏହି ପ୍ରକାର ଲୋକଙ୍କୁ ଆମେ ଦୂରରୁ ଚିହ୍ନି ପାରୁ। <box>1092 388 1488 422</box>
phed-table-cell: 06 <box>1147 2084 1158 2096</box>
bda-ref: ପି.ଓ.(ଏସ୍.)-୩୬/୧୭ <box>20 860 106 873</box>
spcb-addr: Paribesh Bhawan, A/118, Nilakantha Nagar, Unit- VIII, Bhubaneswar-751 012, INDIA <box>842 948 1272 961</box>
cartoon-banner <box>1092 118 1488 228</box>
phed-side-number: No. 8977-C <box>1132 1863 1142 1914</box>
